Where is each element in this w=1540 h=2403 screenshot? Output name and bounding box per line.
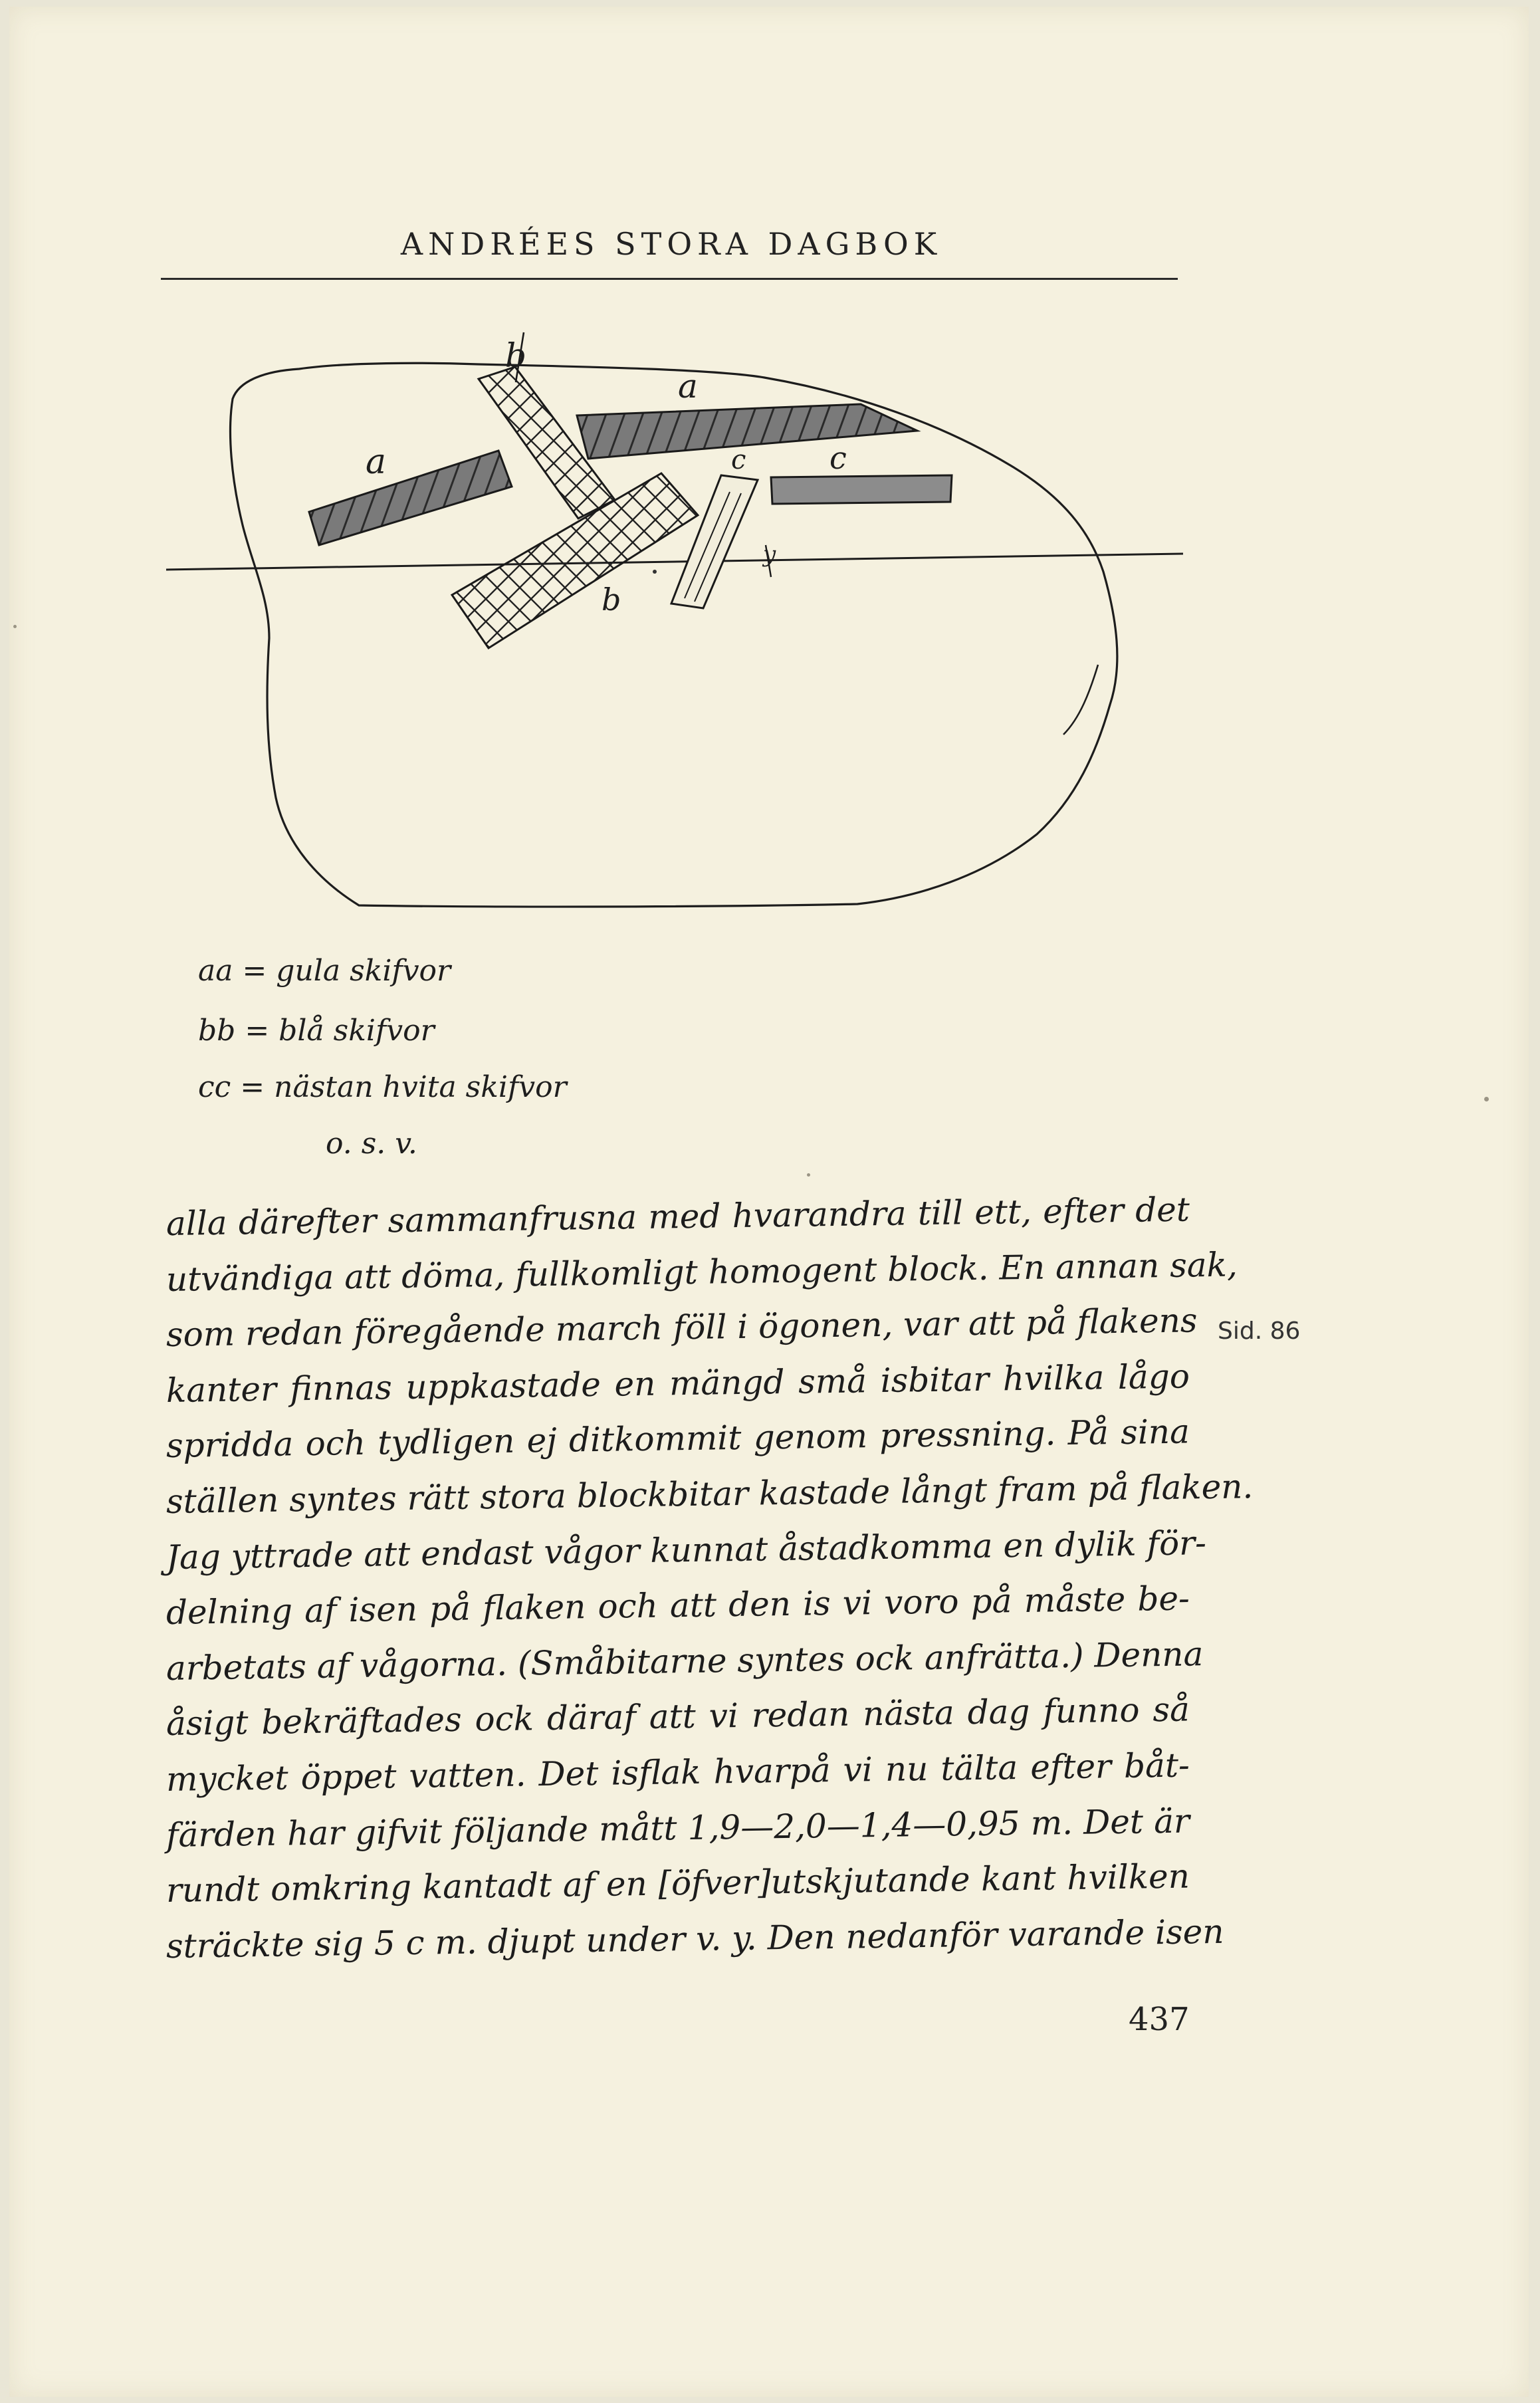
body-line: mycket öppet vatten. Det isflak hvarpå vi nu tälta efter båt- — [165, 1746, 1190, 1799]
body-line: ställen syntes rätt stora blockbitar kastade långt fram på flaken. — [165, 1467, 1254, 1521]
body-line: åsigt bekräftades ock däraf att vi redan nästa dag funno så — [165, 1690, 1190, 1744]
paper-speck — [807, 1173, 810, 1177]
margin-note: Sid. 86 — [1218, 1317, 1301, 1345]
label-b-lower: b — [602, 582, 621, 618]
waterline — [166, 554, 1183, 570]
body-line: som redan föregående march föll i ögonen, var att på flakens — [165, 1301, 1198, 1355]
label-y: y — [763, 541, 776, 568]
floe-crack — [1063, 665, 1098, 735]
body-line: rundt omkring kantadt af en [öfver]utskjutande kant hvilken — [165, 1857, 1190, 1910]
running-head-text: ANDRÉES STORA DAGBOK — [400, 226, 942, 262]
body-line: Jag yttrade att endast vågor kunnat åstadkomma en dylik för- — [165, 1523, 1207, 1577]
label-a-left: a — [366, 442, 387, 482]
body-line: färden har gifvit följande mått 1,9—2,0—1,4—0,95 m. Det är — [165, 1801, 1190, 1855]
body-line: spridda och tydligen ej ditkommit genom pressning. På sina — [165, 1412, 1190, 1466]
body-line: alla därefter sammanfrusna med hvarandra till ett, efter det — [165, 1190, 1190, 1243]
label-b-top: b — [505, 336, 527, 375]
legend-line-bb: bb = blå skifvor — [198, 1014, 435, 1048]
paper-speck — [1484, 1097, 1489, 1101]
body-line: kanter finnas uppkastade en mängd små isbitar hvilka lågo — [165, 1357, 1190, 1410]
legend-line-aa: aa = gula skifvor — [198, 954, 451, 988]
legend-line-etc: o. s. v. — [326, 1127, 417, 1161]
body-paragraph — [165, 1190, 1254, 1974]
legend-line-cc: cc = nästan hvita skifvor — [198, 1070, 567, 1104]
paper-speck — [13, 625, 17, 628]
body-line: sträckte sig 5 c m. djupt under v. y. Den nedanför varande isen — [165, 1912, 1224, 1966]
body-line: arbetats af vågorna. (Småbitarne syntes ock anfrätta.) Denna — [165, 1634, 1204, 1688]
slab-c-small — [671, 475, 758, 608]
body-line: delning af isen på flaken och att den is vi voro på måste be- — [165, 1579, 1190, 1633]
ice-floe-sketch — [0, 0, 1540, 944]
label-a-top: a — [678, 367, 698, 405]
label-c-right: c — [829, 440, 847, 476]
slab-a-left — [309, 451, 512, 545]
slab-a-top — [577, 404, 917, 459]
body-line: utvändiga att döma, fullkomligt homogent block. En annan sak, — [165, 1245, 1238, 1299]
label-c-small: c — [731, 445, 746, 475]
page-number: 437 — [1129, 2001, 1190, 2038]
slab-c-right — [771, 475, 952, 504]
